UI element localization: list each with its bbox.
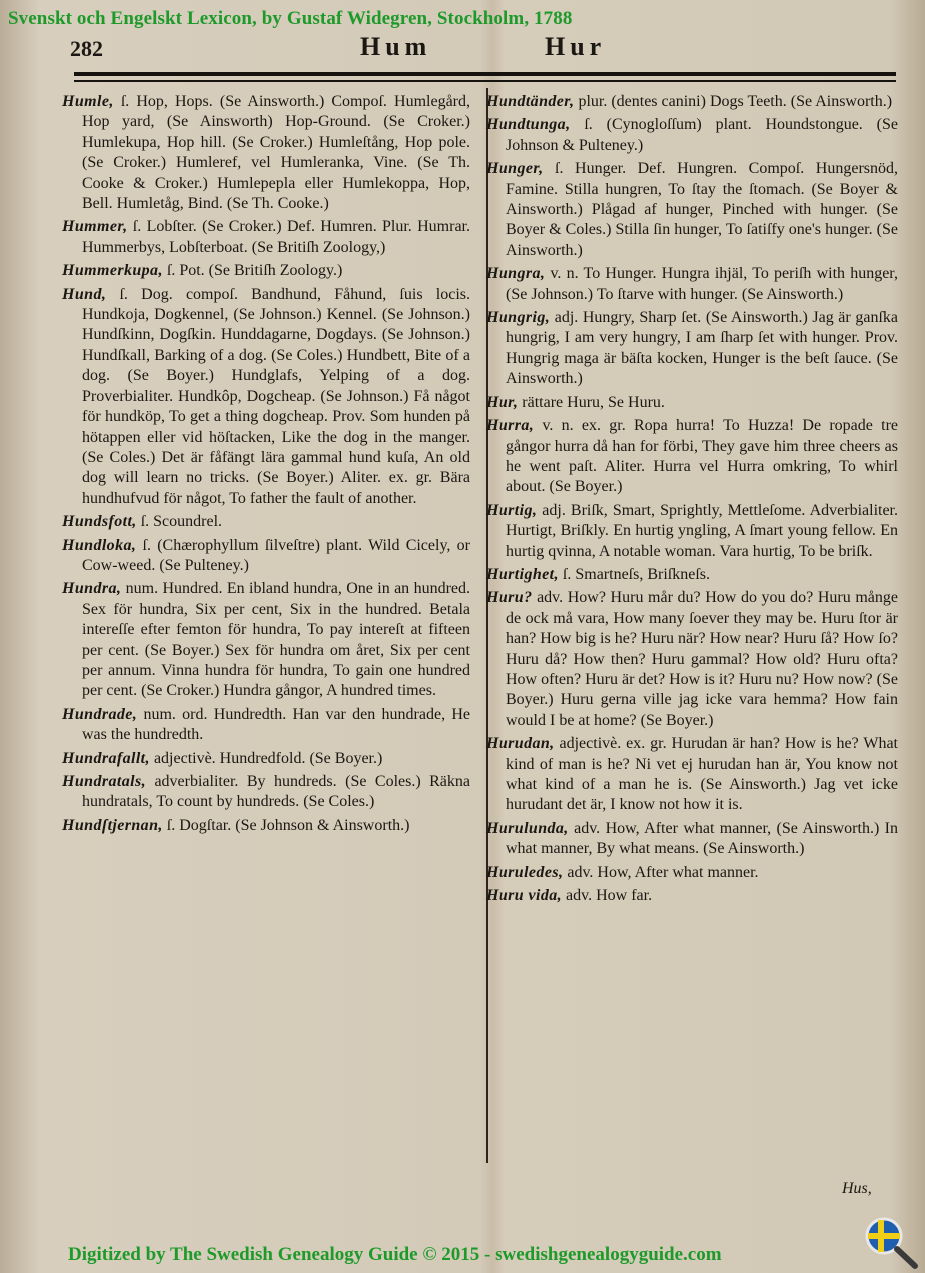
right-column — [486, 92, 898, 906]
entry-headword: Hundrafallt, — [62, 749, 150, 767]
entry-headword: Hummer, — [62, 218, 128, 236]
dictionary-entry: Hurra, v. n. ex. gr. Ropa hurra! To Huzza! De ropade tre gångor hurra då han for förbi, They gave him three cheers as he went paſt. Aliter. Hurra vel Hurra omkring, To whirl about. (Se Boyer.) — [486, 417, 898, 496]
entry-headword: Hundſtjernan, — [62, 816, 163, 834]
entry-headword: Hurtig, — [486, 501, 538, 519]
dictionary-entry: Hunger, ſ. Hunger. Def. Hungren. Compoſ. Hungersnöd, Famine. Stilla hungren, To ſtay the ſtomach. (Se Boyer & Ainsworth.) Plågad af hunger, Pinched with hunger. (Se Boyer & Coles.) Stilla ſin hunger, To ſatiſfy one's hunger. (Se Ainsworth.) — [486, 160, 898, 259]
dictionary-entry: Hummerkupa, ſ. Pot. (Se Britiſh Zoology.) — [62, 262, 343, 280]
entry-headword: Hurudan, — [486, 735, 555, 753]
entry-headword: Hundtunga, — [486, 116, 571, 134]
dictionary-entry: Huruledes, adv. How, After what manner. — [486, 863, 759, 881]
entry-headword: Hur, — [486, 393, 519, 411]
entry-headword: Huruledes, — [486, 863, 564, 881]
dictionary-entry: Hundratals, adverbialiter. By hundreds. (Se Coles.) Räkna hundratals, To count by hundreds. (Se Coles.) — [62, 773, 470, 811]
entry-headword: Hungra, — [486, 265, 546, 283]
entry-headword: Hurra, — [486, 417, 535, 435]
entry-headword: Humle, — [62, 93, 114, 110]
entry-headword: Hungrig, — [486, 309, 551, 327]
dictionary-entry: Hundtunga, ſ. (Cynogloſſum) plant. Houndstongue. (Se Johnson & Pulteney.) — [486, 116, 898, 154]
entry-headword: Hundtänder, — [486, 93, 575, 110]
dictionary-entry: Hundsfott, ſ. Scoundrel. — [62, 513, 223, 531]
dictionary-entry: Hundra, num. Hundred. En ibland hundra, One in an hundred. Sex för hundra, Six per cent, Six in the hundred. Betala intereſſe efter femton för hundra, To pay intereſt at fifteen per cent. (Se Boyer.) Sex för hundra om året, Six per cent per annum. Vinna hundra för hundra, To gain one hundred per cent. (Se Croker.) Hundra gångor, A hundred times. — [62, 580, 470, 700]
header-rule-thin — [74, 80, 896, 82]
dictionary-entry: Hungra, v. n. To Hunger. Hungra ihjäl, To periſh with hunger, (Se Johnson.) To ſtarve with hunger. (Se Ainsworth.) — [486, 265, 898, 303]
left-column — [62, 92, 470, 836]
running-head-left: Hum — [360, 32, 432, 61]
swedish-flag-magnifier-icon — [862, 1214, 920, 1270]
dictionary-entry: Hund, ſ. Dog. compoſ. Bandhund, Fåhund, ſuis locis. Hundkoja, Dogkennel, (Se Johnson.) Kennel. (Se Johnson.) Hundſkinn, Dogſkin. Hunddagarne, Dogdays. (Se Johnson.) Hundſkall, Barking of a dog. (Se Coles.) Hundbett, Bite of a dog. (Se Boyer.) Hundglafs, Yelping of a dog. Proverbialiter. Hundkôp, Dogcheap. (Se Johnson.) Få något för hundköp, To get a thing dogcheap. Prov. Som hunden på hötappen eller vid höſtacken, Like the dog in the manger. (Se Coles.) Det är fåfängt lära gammal hund kuſa, An old dog will learn no tricks. (Se Boyer.) Aliter. ex. gr. Bära hundhufvud för något, To father the fault of another. — [62, 285, 470, 507]
dictionary-entry: Hundrafallt, adjectivè. Hundredfold. (Se Boyer.) — [62, 749, 383, 767]
dictionary-entry: Hundſtjernan, ſ. Dogſtar. (Se Johnson & Ainsworth.) — [62, 816, 410, 834]
entry-headword: Hund, — [62, 285, 107, 303]
dictionary-entry: Hurtig, adj. Briſk, Smart, Sprightly, Mettleſome. Adverbialiter. Hurtigt, Briſkly. En hurtig yngling, A ſmart young fellow. En hurtig qvinna, A notable woman. Vara hurtig, To be briſk. — [486, 501, 898, 560]
dictionary-entry: Humle, ſ. Hop, Hops. (Se Ainsworth.) Compoſ. Humlegård, Hop yard, (Se Ainsworth) Hop-Ground. (Se Croker.) Humlekupa, Hop hill. (Se Croker.) Humleſtång, Hop pole. (Se Croker.) Humleref, vel Humleranka, Vine. (Se Th. Cooke & Croker.) Humlepepla eller Humlekoppa, Hop, Bell. Humletåg, Bind. (Se Th. Cooke.) — [62, 93, 470, 213]
digitizer-footer: Digitized by The Swedish Genealogy Guide © 2015 - swedishgenealogyguide.com — [68, 1244, 722, 1265]
dictionary-entry: Hurulunda, adv. How, After what manner, (Se Ainsworth.) In what manner, By what means. (Se Ainsworth.) — [486, 819, 898, 858]
entry-headword: Hunger, — [486, 160, 544, 178]
header-rule — [74, 72, 896, 76]
dictionary-entry: Huru vida, adv. How far. — [486, 887, 653, 905]
dictionary-entry: Hurtighet, ſ. Smartneſs, Briſkneſs. — [486, 565, 711, 583]
entry-headword: Hundloka, — [62, 536, 137, 554]
entry-headword: Hundratals, — [62, 773, 146, 790]
dictionary-entry: Hundtänder, plur. (dentes canini) Dogs Teeth. (Se Ainsworth.) — [486, 93, 893, 110]
entry-headword: Hurulunda, — [486, 819, 569, 837]
entry-headword: Hummerkupa, — [62, 262, 163, 280]
dictionary-entry: Huru? adv. How? Huru mår du? How do you do? Huru månge de ock må vara, How many ſoever they may be. Huru ſtor är han? How big is he? Huru när? How near? Huru ſå? How ſo? Huru då? How then? Huru gammal? How old? Huru ofta? How often? Huru är det? How is it? Huru nu? How now? (Se Boyer.) Huru gerna ville jag icke vara hemma? How fain would I be at home? (Se Boyer.) — [486, 589, 898, 729]
dictionary-entry: Hundloka, ſ. (Chærophyllum ſilveſtre) plant. Wild Cicely, or Cow-weed. (Se Pulteney.) — [62, 536, 470, 574]
entry-headword: Huru vida, — [486, 887, 563, 905]
page-number: 282 — [70, 36, 103, 61]
entry-headword: Hundsfott, — [62, 513, 137, 531]
dictionary-entry: Hungrig, adj. Hungry, Sharp ſet. (Se Ainsworth.) Jag är ganſka hungrig, I am very hungry, I am ſharp ſet with hunger. Prov. Hungrig maga är bäſta kocken, Hunger is the beſt ſauce. (Se Ainsworth.) — [486, 309, 898, 388]
running-head-right: Hur — [545, 32, 607, 61]
dictionary-entry: Hur, rättare Huru, Se Huru. — [486, 393, 665, 411]
dictionary-entry: Hurudan, adjectivè. ex. gr. Hurudan är han? How is he? What kind of man is he? Ni vet ej hurudan han är, You know not what kind of a man he is. (Se Ainsworth.) Jag vet icke hurudant det är, I know not how it is. — [486, 735, 898, 814]
entry-headword: Hurtighet, — [486, 565, 559, 583]
dictionary-entry: Hundrade, num. ord. Hundredth. Han var den hundrade, He was the hundredth. — [62, 705, 470, 744]
entry-headword: Hundrade, — [62, 705, 138, 723]
entry-headword: Huru? — [486, 589, 533, 607]
dictionary-entry: Hummer, ſ. Lobſter. (Se Croker.) Def. Humren. Plur. Humrar. Hummerbys, Lobſterboat. (Se Britiſh Zoology,) — [62, 218, 470, 256]
catchword: Hus, — [842, 1180, 872, 1197]
digitizer-banner: Svenskt och Engelskt Lexicon, by Gustaf Widegren, Stockholm, 1788 — [8, 8, 573, 29]
entry-headword: Hundra, — [62, 580, 122, 598]
